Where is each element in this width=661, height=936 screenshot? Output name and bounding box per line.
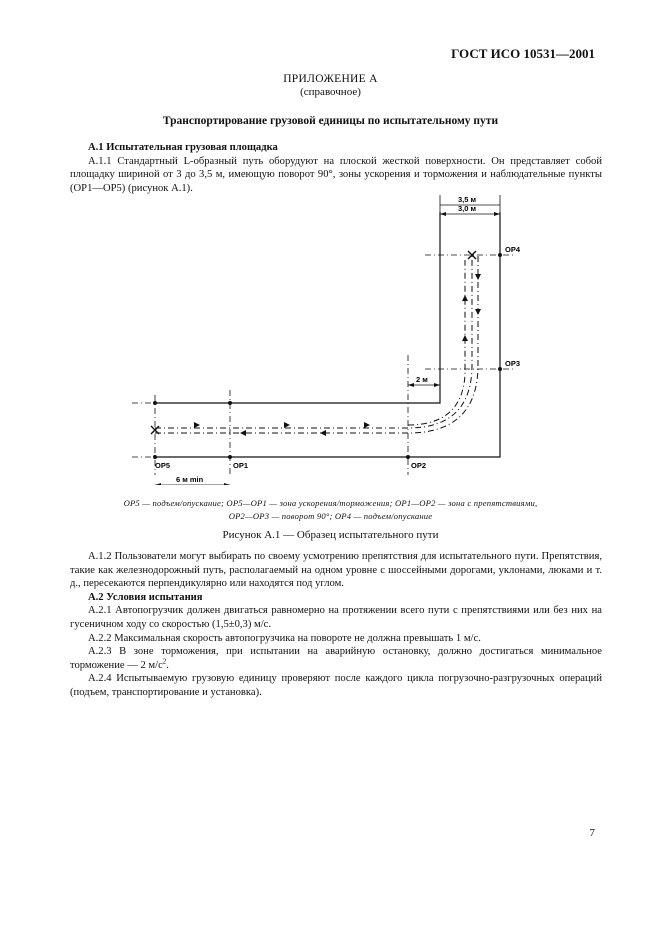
op2-label: OP2 <box>411 461 427 470</box>
paragraph-a11: А.1.1 Стандартный L-образный путь оборудуют на плоской жесткой поверхности. Он представляет собой площадку шириной от 3 до 3,5 м, имеющую поворот 90°, зоны ускорения и торможения и наблюдательные пункты (OP1—OP5) (рисунок А.1). <box>70 155 602 194</box>
lift-markers <box>151 251 476 434</box>
paragraph-a12: А.1.2 Пользователи могут выбирать по своему усмотрению препятствия для испытательного пути. Препятствия, такие как железнодорожный путь, располагаемый на одном уровне с шоссейными дорогами, уклонами, люками и т. д., пересекаются перпендикулярно или находятся под углом. <box>70 551 602 590</box>
figure-caption: Рисунок А.1 — Образец испытательного пути <box>222 529 439 541</box>
paragraph-a22: А.2.2 Максимальная скорость автопогрузчика на повороте не должна превышать 1 м/с. <box>88 632 481 644</box>
path-outbound <box>155 255 478 433</box>
appendix-label: ПРИЛОЖЕНИЕ А <box>283 73 378 85</box>
op4-label: OP4 <box>505 245 521 254</box>
legend-line-1: OP5 — подъем/опускание; OP5—OP1 — зона ускорения/торможения; OP1—OP2 — зона с препятствиями, <box>123 498 538 508</box>
dim-top2-label: 3,0 м <box>458 204 477 213</box>
figure-legend <box>0 497 661 523</box>
track-outer-edge <box>155 212 500 457</box>
op1-label: OP1 <box>233 461 249 470</box>
document-header: ГОСТ ИСО 10531—2001 <box>451 46 595 61</box>
legend-line-2: OP2—OP3 — поворот 90°; OP4 — подъем/опускание <box>228 511 433 521</box>
op5-label: OP5 <box>155 461 171 470</box>
dim-bottom-label: 6 м min <box>176 475 204 484</box>
test-track-figure <box>0 185 661 485</box>
path-inbound <box>155 255 472 428</box>
section-a12-a2 <box>70 550 602 700</box>
dim-left-label: 2 м <box>416 375 428 384</box>
appendix-note: (справочное) <box>300 86 361 98</box>
section-a2-heading: А.2 Условия испытания <box>88 591 203 603</box>
dim-top1-label: 3,5 м <box>458 195 477 204</box>
direction-arrows <box>194 274 481 436</box>
paragraph-a21: А.2.1 Автопогрузчик должен двигаться равномерно на протяжении всего пути с препятствиями или без них на гусеничном ходу со скоростью (1,5±0,3) м/с. <box>70 605 602 630</box>
page-number: 7 <box>589 827 595 839</box>
section-a1-heading: А.1 Испытательная грузовая площадка <box>88 142 278 153</box>
appendix-title: Транспортирование грузовой единицы по испытательному пути <box>162 115 499 127</box>
paragraph-a24: А.2.4 Испытываемую грузовую единицу проверяют после каждого цикла погрузочно-разгрузочных операций (подъем, транспортирование и установка). <box>70 673 602 698</box>
op3-label: OP3 <box>505 359 521 368</box>
paragraph-a23: А.2.3 В зоне торможения, при испытании на аварийную остановку, должно достигаться минимальное торможение — 2 $м/с^2$. <box>70 646 602 671</box>
